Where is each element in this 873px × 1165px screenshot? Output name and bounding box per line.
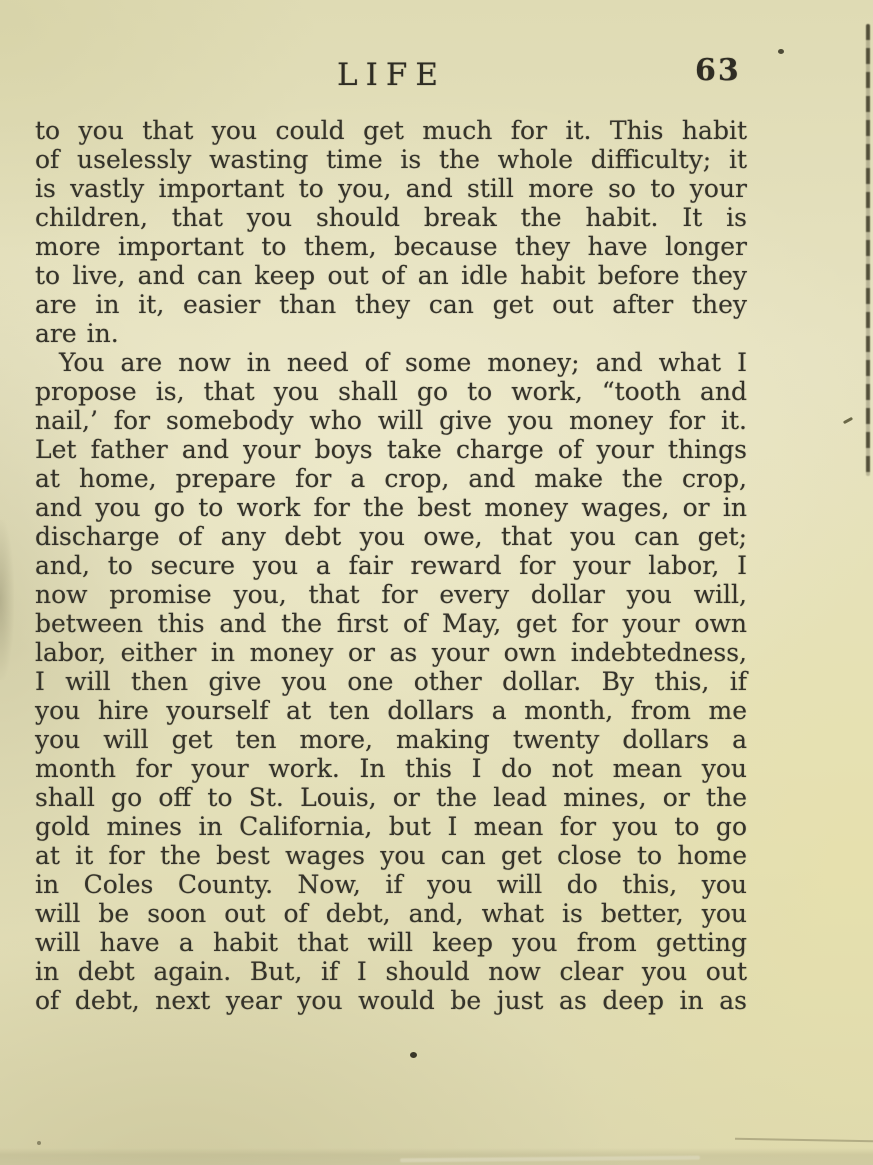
text-line: and, to secure you a fair reward for your labor, I bbox=[35, 551, 747, 580]
text-line: at it for the best wages you can get close to home bbox=[35, 841, 747, 870]
text-line: discharge of any debt you owe, that you can get; bbox=[35, 522, 747, 551]
text-line: to you that you could get much for it. This habit bbox=[35, 116, 747, 145]
text-line: will have a habit that will keep you from getting bbox=[35, 928, 747, 957]
text-line: in debt again. But, if I should now clear you out bbox=[35, 957, 747, 986]
ink-speck bbox=[778, 49, 784, 54]
text-line: to live, and can keep out of an idle habit before they bbox=[35, 261, 747, 290]
printer-dot bbox=[410, 1052, 417, 1058]
text-line: at home, prepare for a crop, and make the crop, bbox=[35, 464, 747, 493]
text-line: month for your work. In this I do not mean you bbox=[35, 754, 747, 783]
text-line: between this and the first of May, get for your own bbox=[35, 609, 747, 638]
text-line: You are now in need of some money; and what I bbox=[59, 348, 747, 377]
page-bottom-shadow bbox=[0, 1148, 873, 1165]
page-edge-line bbox=[866, 24, 870, 476]
text-line: of debt, next year you would be just as deep in as bbox=[35, 986, 747, 1015]
text-line: will be soon out of debt, and, what is better, you bbox=[35, 899, 747, 928]
page-bottom-edge bbox=[735, 1138, 873, 1142]
ink-speck bbox=[843, 417, 853, 424]
text-line: of uselessly wasting time is the whole difficulty; it bbox=[35, 145, 747, 174]
body-text bbox=[35, 116, 747, 1015]
scan-shadow bbox=[0, 520, 14, 680]
text-line: you will get ten more, making twenty dollars a bbox=[35, 725, 747, 754]
page-header-title: LIFE bbox=[337, 57, 446, 93]
page-number: 63 bbox=[695, 53, 741, 88]
text-line: labor, either in money or as your own indebtedness, bbox=[35, 638, 747, 667]
text-line: I will then give you one other dollar. By this, if bbox=[35, 667, 747, 696]
text-line: children, that you should break the habit. It is bbox=[35, 203, 747, 232]
text-line: are in it, easier than they can get out after they bbox=[35, 290, 747, 319]
text-line: you hire yourself at ten dollars a month, from me bbox=[35, 696, 747, 725]
ink-speck bbox=[37, 1141, 41, 1145]
text-line: propose is, that you shall go to work, “tooth and bbox=[35, 377, 747, 406]
text-line: are in. bbox=[35, 319, 119, 348]
text-line: is vastly important to you, and still more so to your bbox=[35, 174, 747, 203]
text-line: shall go off to St. Louis, or the lead mines, or the bbox=[35, 783, 747, 812]
text-line: nail,’ for somebody who will give you money for it. bbox=[35, 406, 747, 435]
text-line: in Coles County. Now, if you will do this, you bbox=[35, 870, 747, 899]
text-line: Let father and your boys take charge of your things bbox=[35, 435, 747, 464]
text-line: more important to them, because they have longer bbox=[35, 232, 747, 261]
text-line: now promise you, that for every dollar you will, bbox=[35, 580, 747, 609]
text-line: and you go to work for the best money wages, or in bbox=[35, 493, 747, 522]
text-line: gold mines in California, but I mean for you to go bbox=[35, 812, 747, 841]
